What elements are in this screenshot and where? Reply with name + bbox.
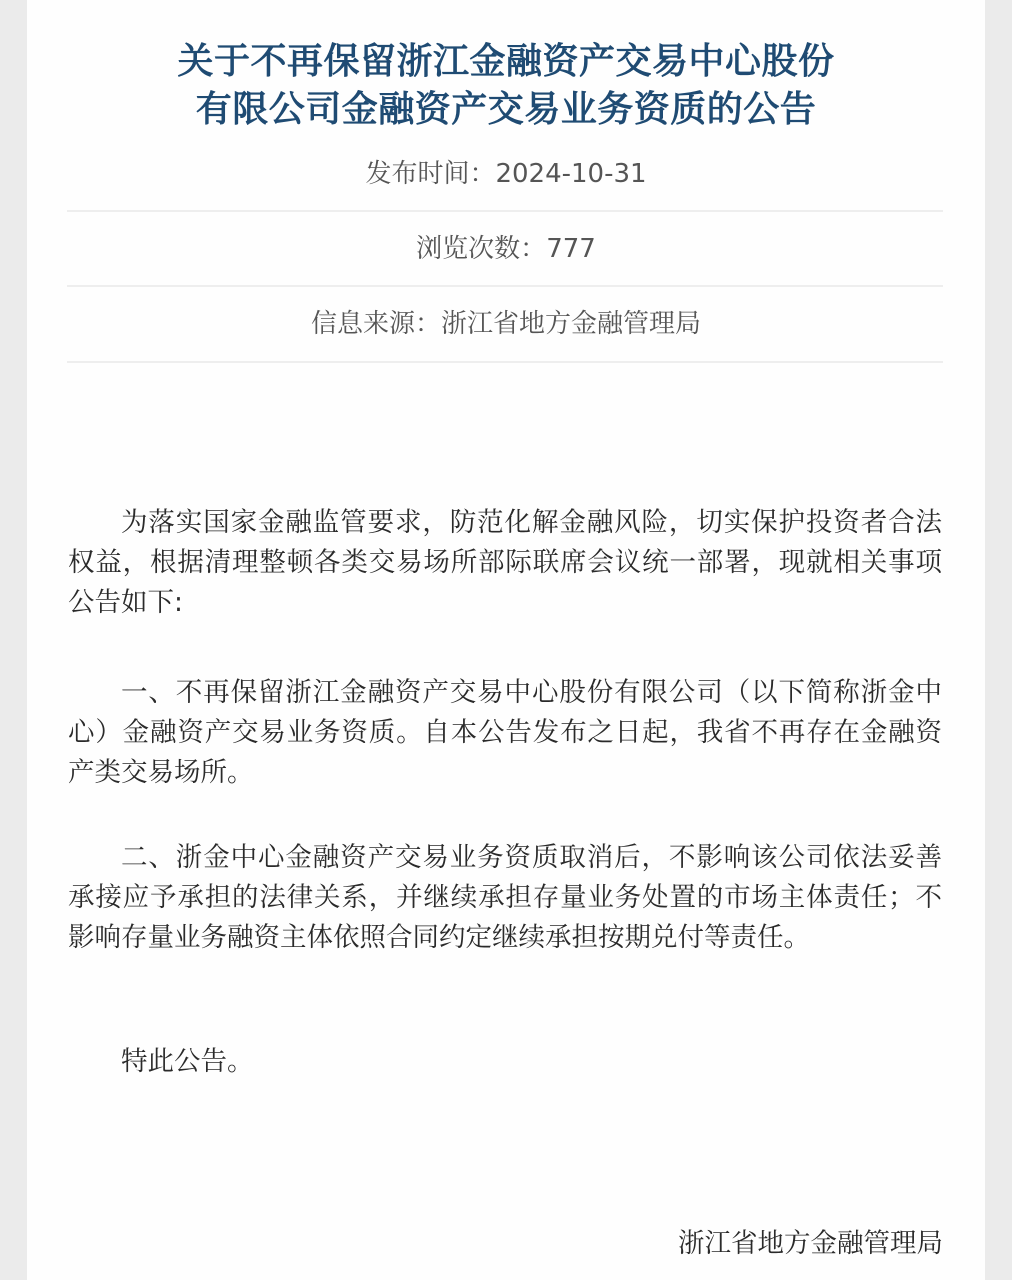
view-count-value: 777 <box>546 234 596 264</box>
body-paragraph-item-1: 一、不再保留浙江金融资产交易中心股份有限公司（以下简称浙金中心）金融资产交易业务资质。自本公告发布之日起，我省不再存在金融资产类交易场所。 <box>68 677 942 788</box>
title-line-1: 关于不再保留浙江金融资产交易中心股份 <box>177 41 835 82</box>
body-paragraph-item-2: 二、浙金中心金融资产交易业务资质取消后，不影响该公司依法妥善承接应予承担的法律关系，并继续承担存量业务处置的市场主体责任；不影响存量业务融资主体依照合同约定继续承担按期兑付等责任。 <box>68 842 942 953</box>
info-source-value: 浙江省地方金融管理局 <box>441 309 702 339</box>
publish-time-label: 发布时间： <box>365 159 496 189</box>
title-line-2: 有限公司金融资产交易业务资质的公告 <box>195 89 817 130</box>
view-count-label: 浏览次数： <box>416 234 547 264</box>
publish-time-value: 2024-10-31 <box>495 159 647 189</box>
view-count <box>27 232 985 266</box>
signature-issuer: 浙江省地方金融管理局 <box>678 1228 943 1259</box>
info-source-label: 信息来源： <box>310 309 441 339</box>
divider <box>67 361 943 363</box>
body-paragraph-closing: 特此公告。 <box>121 1046 254 1077</box>
announcement-page <box>27 0 985 1280</box>
info-source <box>27 307 985 341</box>
divider <box>67 210 943 212</box>
divider <box>67 285 943 287</box>
publish-time <box>27 157 985 191</box>
body-paragraph-intro: 为落实国家金融监管要求，防范化解金融风险，切实保护投资者合法权益，根据清理整顿各类交易场所部际联席会议统一部署，现就相关事项公告如下: <box>68 507 942 618</box>
page-title <box>27 38 985 134</box>
